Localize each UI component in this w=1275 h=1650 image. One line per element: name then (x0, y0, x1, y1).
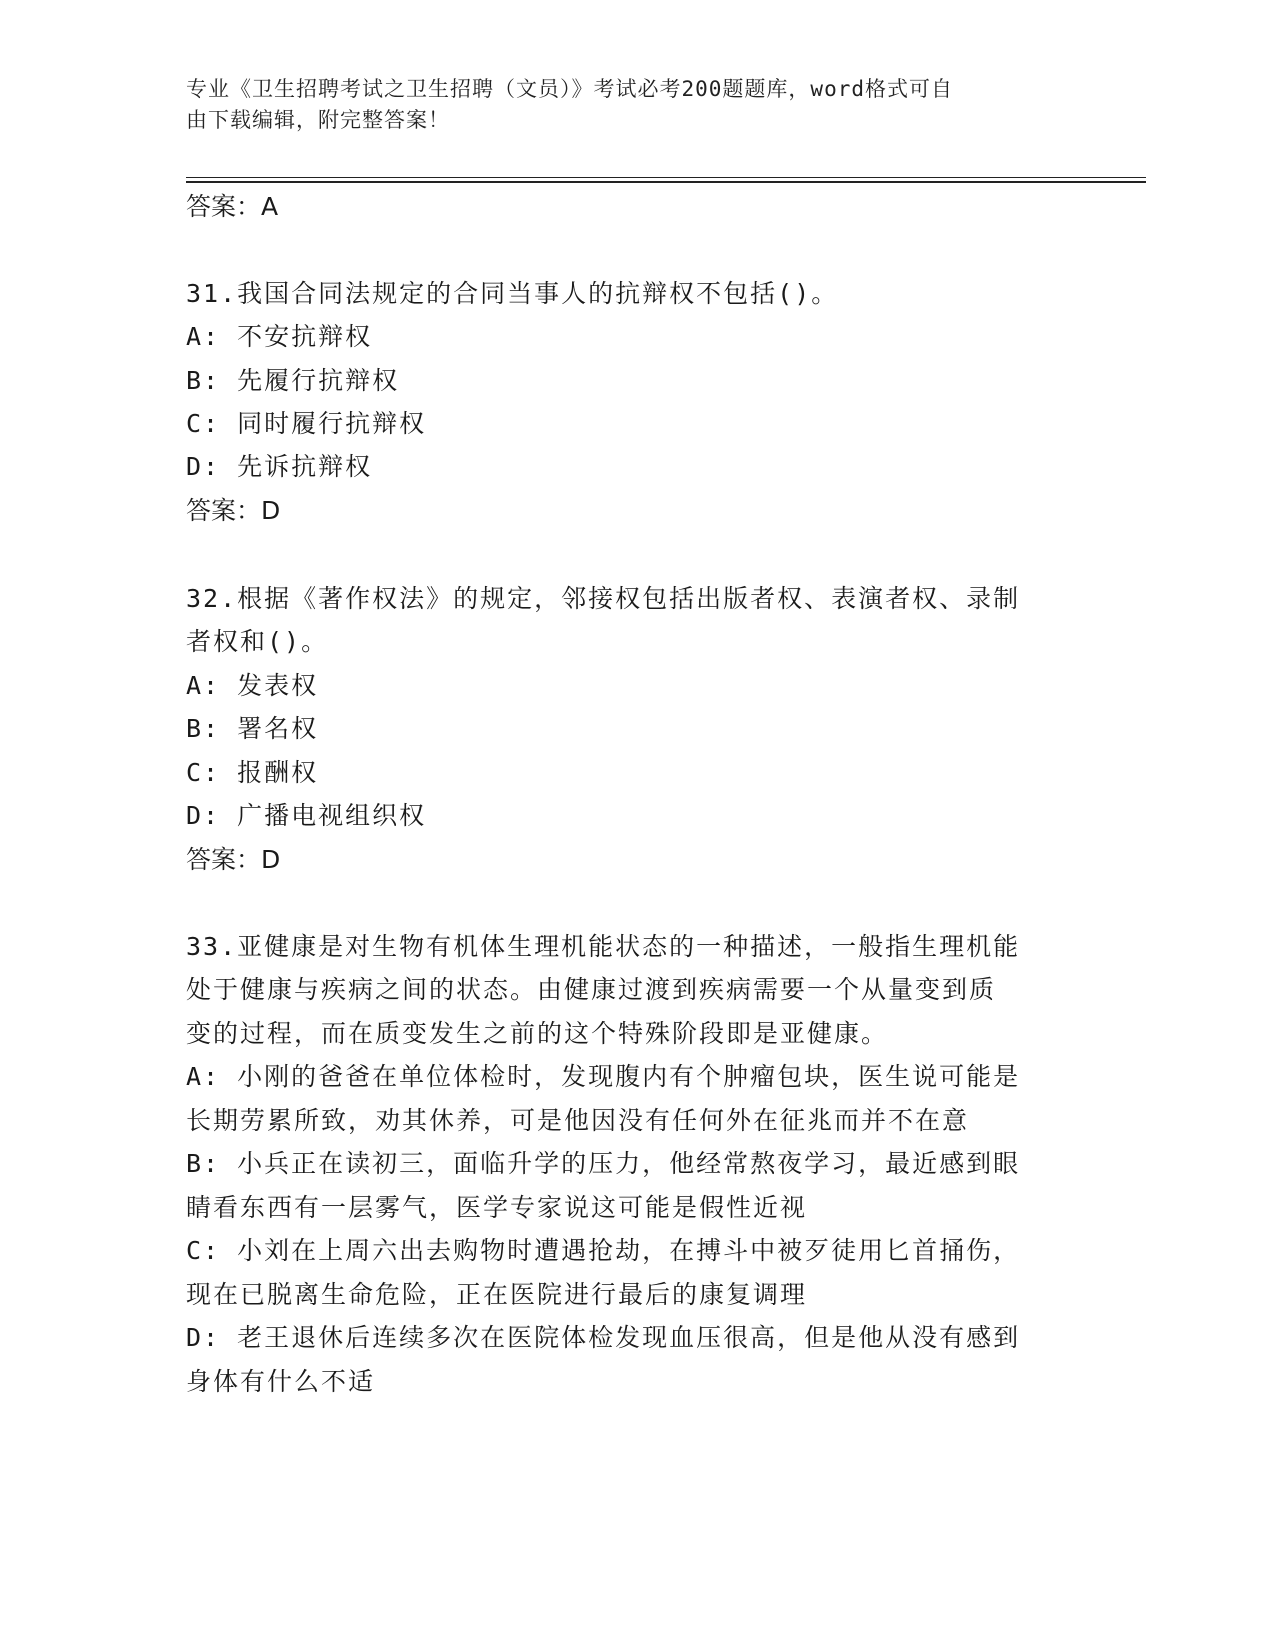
option-b: B: 署名权 (186, 714, 319, 743)
header-title-line-1: 专业《卫生招聘考试之卫生招聘（文员）》考试必考200题题库，word格式可自 (186, 77, 953, 101)
question-stem-line: 变的过程，而在质变发生之前的这个特殊阶段即是亚健康。 (186, 1019, 889, 1048)
header-rule-thick (186, 181, 1146, 183)
previous-answer: 答案：A (186, 192, 279, 221)
header-rule-thin (186, 177, 1146, 178)
option-a: A: 小刚的爸爸在单位体检时，发现腹内有个肿瘤包块，医生说可能是 (186, 1062, 1021, 1091)
option-d: D: 先诉抗辩权 (186, 452, 373, 481)
option-a: A: 发表权 (186, 671, 319, 700)
option-d: D: 老王退休后连续多次在医院体检发现血压很高，但是他从没有感到 (186, 1323, 1021, 1352)
option-d-continued: 身体有什么不适 (186, 1367, 376, 1396)
header-title-line-2: 由下载编辑，附完整答案！ (186, 108, 450, 132)
question-answer: 答案：D (186, 496, 281, 525)
option-c: C: 报酬权 (186, 758, 319, 787)
question-stem-line: 33.亚健康是对生物有机体生理机能状态的一种描述，一般指生理机能 (186, 932, 1021, 961)
question-answer: 答案：D (186, 845, 281, 874)
question-stem-line: 者权和()。 (186, 627, 329, 656)
option-d: D: 广播电视组织权 (186, 801, 427, 830)
option-c: C: 小刘在上周六出去购物时遭遇抢劫，在搏斗中被歹徒用匕首捅伤， (186, 1236, 1021, 1265)
question-stem-line: 处于健康与疾病之间的状态。由健康过渡到疾病需要一个从量变到质 (186, 975, 997, 1004)
option-a-continued: 长期劳累所致，劝其休养，可是他因没有任何外在征兆而并不在意 (186, 1106, 970, 1135)
option-c: C: 同时履行抗辩权 (186, 409, 427, 438)
option-b: B: 先履行抗辩权 (186, 366, 400, 395)
option-b: B: 小兵正在读初三，面临升学的压力，他经常熬夜学习，最近感到眼 (186, 1149, 1021, 1178)
question-stem-line: 32.根据《著作权法》的规定，邻接权包括出版者权、表演者权、录制 (186, 584, 1021, 613)
option-a: A: 不安抗辩权 (186, 322, 373, 351)
document-header (186, 74, 1066, 136)
question-stem-line: 31.我国合同法规定的合同当事人的抗辩权不包括()。 (186, 279, 839, 308)
option-b-continued: 睛看东西有一层雾气，医学专家说这可能是假性近视 (186, 1193, 808, 1222)
option-c-continued: 现在已脱离生命危险，正在医院进行最后的康复调理 (186, 1280, 808, 1309)
